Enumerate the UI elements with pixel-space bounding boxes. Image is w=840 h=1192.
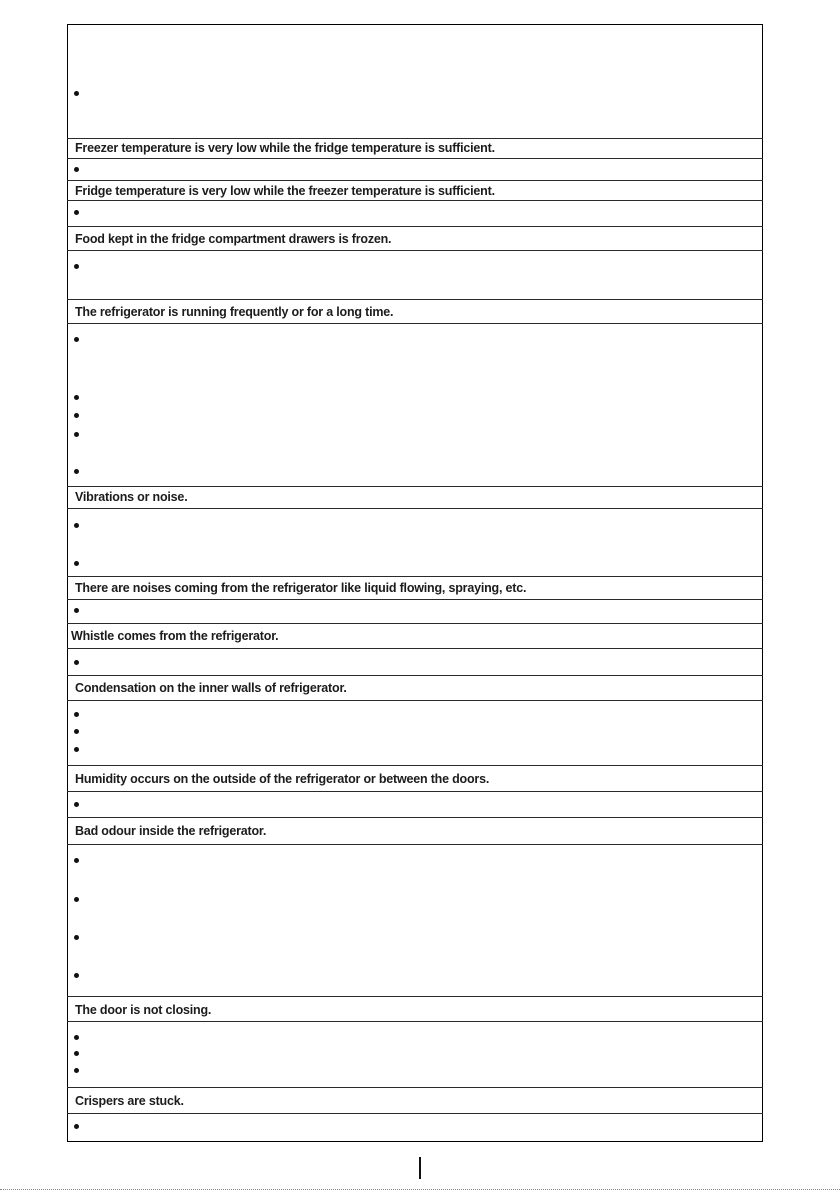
bullet	[74, 729, 79, 734]
bullet	[74, 432, 79, 437]
bullet	[74, 973, 79, 978]
section-heading-freezer-low: Freezer temperature is very low while the fridge temperature is sufficient.	[75, 141, 495, 155]
section-heading-whistle: Whistle comes from the refrigerator.	[71, 629, 279, 643]
row-divider	[67, 576, 763, 577]
section-heading-running: The refrigerator is running frequently or for a long time.	[75, 305, 394, 319]
page-edge-dotted-line	[0, 1189, 840, 1190]
row-divider	[67, 817, 763, 818]
bullet	[74, 858, 79, 863]
table-border-top	[67, 24, 763, 25]
row-divider	[67, 1021, 763, 1022]
bullet	[74, 337, 79, 342]
row-divider	[67, 226, 763, 227]
row-divider	[67, 765, 763, 766]
bullet	[74, 802, 79, 807]
section-heading-liquid-noises: There are noises coming from the refrigerator like liquid flowing, spraying, etc.	[75, 581, 527, 595]
section-heading-crispers: Crispers are stuck.	[75, 1094, 184, 1108]
bullet	[74, 1068, 79, 1073]
bullet	[74, 264, 79, 269]
row-divider	[67, 675, 763, 676]
row-divider	[67, 508, 763, 509]
table-border-bottom	[67, 1141, 763, 1142]
row-divider	[67, 1087, 763, 1088]
section-heading-humidity: Humidity occurs on the outside of the refrigerator or between the doors.	[75, 772, 490, 786]
row-divider	[67, 323, 763, 324]
row-divider	[67, 138, 763, 139]
bullet	[74, 747, 79, 752]
section-heading-odour: Bad odour inside the refrigerator.	[75, 824, 267, 838]
bullet	[74, 712, 79, 717]
row-divider	[67, 996, 763, 997]
page-number-marker	[419, 1157, 421, 1179]
row-divider	[67, 700, 763, 701]
bullet	[74, 91, 79, 96]
row-divider	[67, 486, 763, 487]
bullet	[74, 561, 79, 566]
row-divider	[67, 844, 763, 845]
section-heading-vibrations: Vibrations or noise.	[75, 490, 188, 504]
section-heading-fridge-low: Fridge temperature is very low while the freezer temperature is sufficient.	[75, 184, 495, 198]
bullet	[74, 395, 79, 400]
section-heading-condensation: Condensation on the inner walls of refrigerator.	[75, 681, 347, 695]
row-divider	[67, 648, 763, 649]
bullet	[74, 608, 79, 613]
bullet	[74, 413, 79, 418]
row-divider	[67, 1113, 763, 1114]
row-divider	[67, 623, 763, 624]
bullet	[74, 167, 79, 172]
bullet	[74, 1035, 79, 1040]
table-border-right	[762, 24, 763, 1142]
row-divider	[67, 250, 763, 251]
section-heading-food-frozen: Food kept in the fridge compartment drawers is frozen.	[75, 232, 392, 246]
row-divider	[67, 180, 763, 181]
bullet	[74, 1124, 79, 1129]
bullet	[74, 469, 79, 474]
row-divider	[67, 791, 763, 792]
bullet	[74, 935, 79, 940]
bullet	[74, 660, 79, 665]
row-divider	[67, 200, 763, 201]
bullet	[74, 210, 79, 215]
row-divider	[67, 158, 763, 159]
table-border-left	[67, 24, 68, 1142]
bullet	[74, 1051, 79, 1056]
row-divider	[67, 599, 763, 600]
row-divider	[67, 299, 763, 300]
bullet	[74, 897, 79, 902]
bullet	[74, 523, 79, 528]
section-heading-door: The door is not closing.	[75, 1003, 212, 1017]
